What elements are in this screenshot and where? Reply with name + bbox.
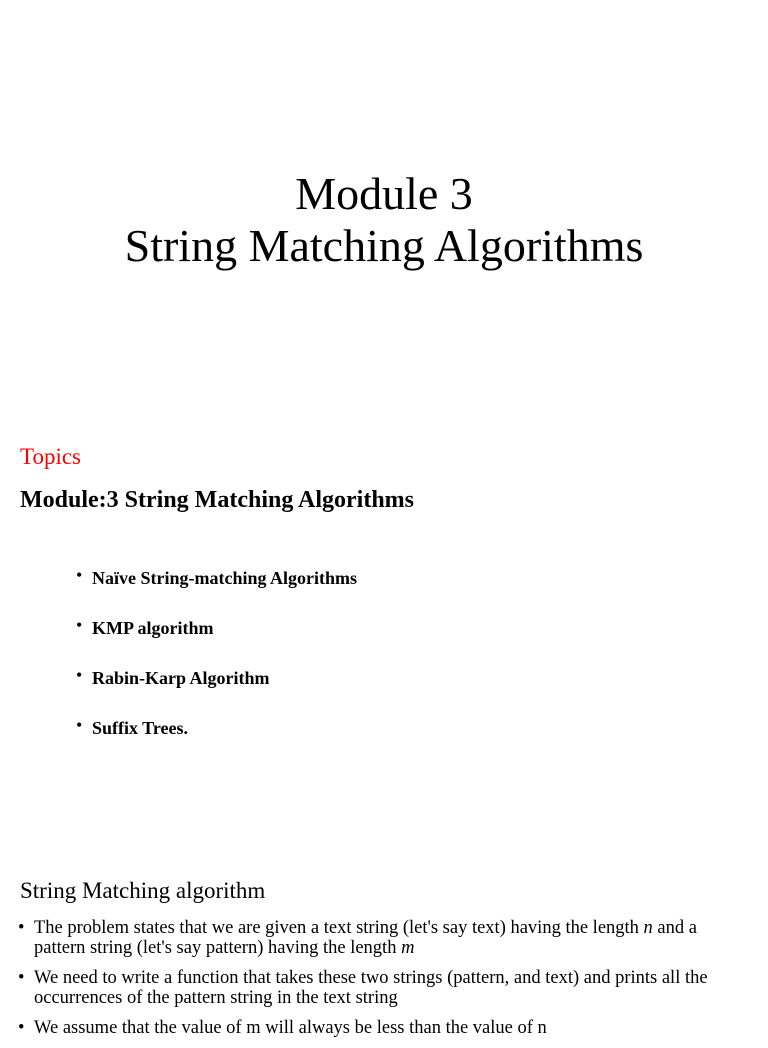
module-subtitle: String Matching Algorithms [124, 220, 644, 271]
bullet-text: pattern string (let's say pattern) having the length [34, 938, 402, 958]
bullet-line: occurrences of the pattern string in the text string [34, 988, 398, 1008]
string-matching-heading: String Matching algorithm [20, 878, 266, 903]
variable-m: m [401, 938, 415, 958]
bullet-line: We assume that the value of m will always be less than the value of n [34, 1018, 547, 1038]
topic-text: Rabin-Karp Algorithm [92, 668, 270, 688]
list-item [18, 1018, 758, 1038]
bullet-icon: • [76, 565, 83, 585]
bullet-icon: • [76, 665, 83, 685]
list-item [18, 968, 758, 1008]
bullet-icon: • [18, 918, 25, 938]
module-title: Module 3 [295, 168, 473, 219]
bullet-text: and a [652, 918, 697, 938]
bullet-icon: • [76, 715, 83, 735]
string-matching-list [18, 918, 758, 1048]
list-item [18, 918, 758, 958]
bullet-text: The problem states that we are given a text string (let's say text) having the length [34, 918, 644, 938]
topics-heading: Module:3 String Matching Algorithms [20, 487, 414, 513]
bullet-icon: • [76, 615, 83, 635]
bullet-line [34, 918, 758, 938]
bullet-line [34, 938, 758, 958]
bullet-icon: • [18, 968, 25, 988]
topics-label: Topics [20, 444, 81, 469]
topic-text: Suffix Trees. [92, 718, 189, 738]
topic-text: KMP algorithm [92, 618, 214, 638]
title-slide [0, 168, 768, 272]
bullet-icon: • [18, 1018, 25, 1038]
variable-n: n [643, 918, 653, 938]
bullet-line: We need to write a function that takes these two strings (pattern, and text) and prints all the [34, 968, 708, 988]
topic-text: Naïve String-matching Algorithms [92, 568, 357, 588]
